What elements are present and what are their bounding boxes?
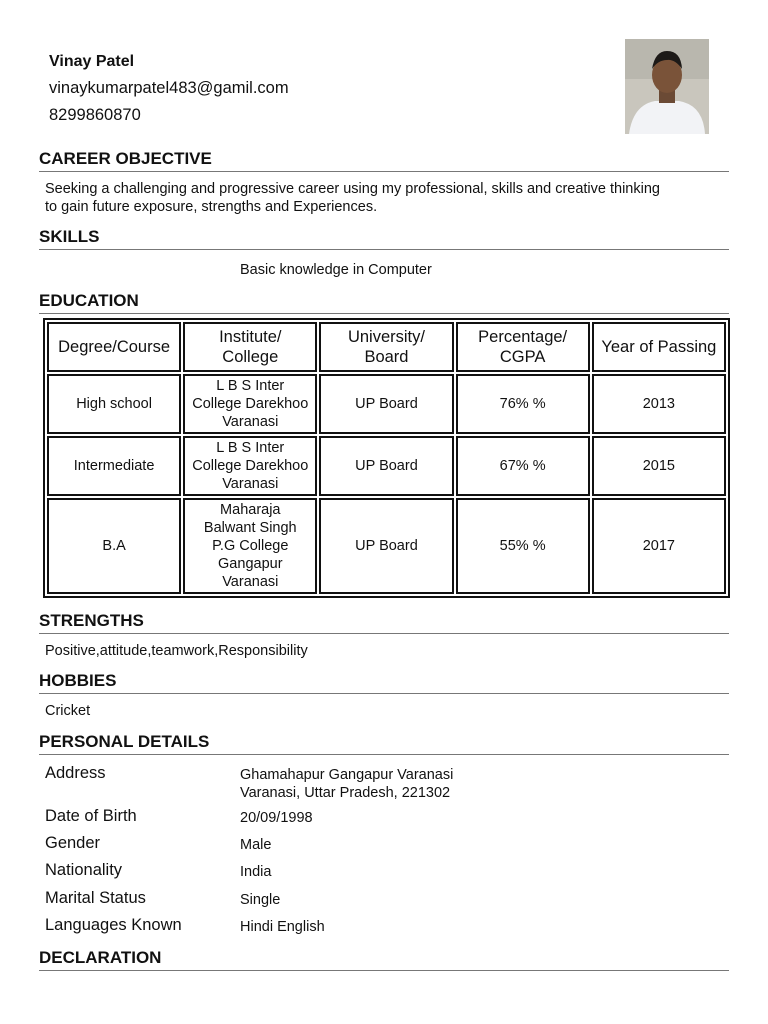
table-header-row [47, 322, 726, 372]
section-personal-details: PERSONAL DETAILS [39, 732, 729, 755]
objective-text-line2: to gain future exposure, strengths and Experiences. [45, 199, 378, 215]
cell-board: UP Board [319, 498, 453, 594]
cell-degree: Intermediate [47, 436, 181, 496]
phone-number: 8299860870 [49, 106, 141, 124]
dob-label: Date of Birth [45, 807, 137, 825]
marital-status-value: Single [240, 892, 281, 908]
header-percentage: Percentage/ CGPA [456, 322, 590, 372]
section-career-objective: CAREER OBJECTIVE [39, 149, 729, 172]
languages-value: Hindi English [240, 919, 325, 935]
cell-board: UP Board [319, 436, 453, 496]
cell-institute: L B S Inter College Darekhoo Varanasi [183, 374, 317, 434]
table-row [47, 436, 726, 496]
section-strengths: STRENGTHS [39, 611, 729, 634]
skills-text: Basic knowledge in Computer [240, 262, 432, 278]
dob-value: 20/09/1998 [240, 810, 313, 826]
section-skills: SKILLS [39, 227, 729, 250]
table-row [47, 374, 726, 434]
header-degree: Degree/Course [47, 322, 181, 372]
objective-text-line1: Seeking a challenging and progressive career using my professional, skills and creative thinking [45, 181, 660, 197]
section-declaration: DECLARATION [39, 948, 729, 971]
marital-status-label: Marital Status [45, 889, 146, 907]
cell-degree: B.A [47, 498, 181, 594]
strengths-text: Positive,attitude,teamwork,Responsibility [45, 643, 308, 659]
table-row [47, 498, 726, 594]
email-address: vinaykumarpatel483@gamil.com [49, 79, 289, 97]
section-education: EDUCATION [39, 291, 729, 314]
address-line1: Ghamahapur Gangapur Varanasi [240, 767, 454, 783]
cell-board: UP Board [319, 374, 453, 434]
cell-year: 2017 [592, 498, 726, 594]
cell-year: 2015 [592, 436, 726, 496]
address-label: Address [45, 764, 106, 782]
address-line2: Varanasi, Uttar Pradesh, 221302 [240, 785, 451, 801]
header-institute: Institute/ College [183, 322, 317, 372]
cell-institute: L B S Inter College Darekhoo Varanasi [183, 436, 317, 496]
hobbies-text: Cricket [45, 703, 91, 719]
languages-label: Languages Known [45, 916, 182, 934]
cell-institute: Maharaja Balwant Singh P.G College Gangapur Varanasi [183, 498, 317, 594]
profile-photo [625, 39, 709, 134]
cell-percentage: 76% % [456, 374, 590, 434]
header-university: University/ Board [319, 322, 453, 372]
nationality-label: Nationality [45, 861, 123, 879]
gender-value: Male [240, 837, 272, 853]
cell-degree: High school [47, 374, 181, 434]
header-year: Year of Passing [592, 322, 726, 372]
nationality-value: India [240, 864, 272, 880]
gender-label: Gender [45, 834, 101, 852]
section-hobbies: HOBBIES [39, 671, 729, 694]
education-table [43, 318, 730, 598]
cell-percentage: 55% % [456, 498, 590, 594]
cell-percentage: 67% % [456, 436, 590, 496]
cell-year: 2013 [592, 374, 726, 434]
candidate-name: Vinay Patel [49, 53, 135, 70]
